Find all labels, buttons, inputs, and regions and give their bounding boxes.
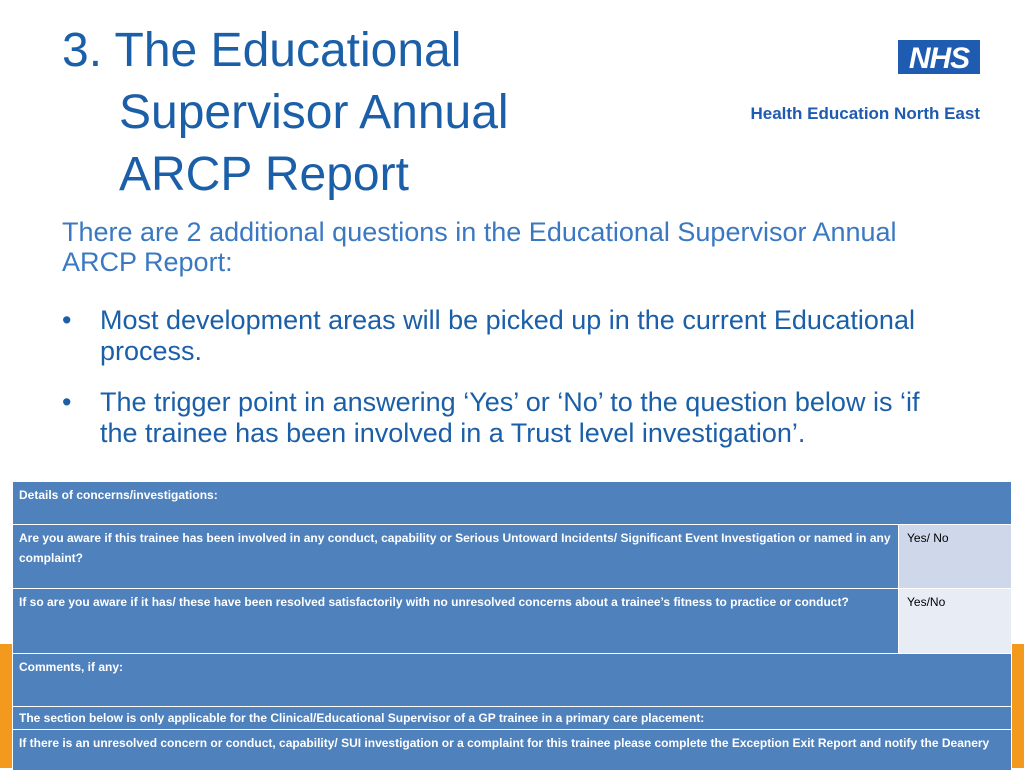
bullet-icon: • — [62, 305, 72, 335]
title-line-2: Supervisor Annual — [119, 86, 509, 139]
title-line-3: ARCP Report — [119, 148, 409, 201]
table-row — [13, 730, 1012, 771]
concerns-table — [12, 481, 1012, 771]
table-row — [13, 482, 1012, 525]
table-row — [13, 525, 1012, 589]
exception-cell: If there is an unresolved concern or conduct, capability/ SUI investigation or a complaint for this trainee please complete the Exception Exit Report and notify the Deanery — [13, 730, 1012, 771]
comments-cell: Comments, if any: — [13, 654, 1012, 707]
slide-title — [62, 20, 509, 206]
answer-cell: Yes/ No — [899, 525, 1012, 589]
bullet-text: The trigger point in answering ‘Yes’ or ‘No’ to the question below is ‘if the trainee has been involved in a Trust level investigation’. — [100, 387, 920, 448]
bullet-text: Most development areas will be picked up in the current Educational process. — [100, 305, 915, 366]
bullet-icon: • — [62, 387, 72, 417]
question-cell: Are you aware if this trainee has been involved in any conduct, capability or Serious Untoward Incidents/ Significant Event Investigation or named in any complaint? — [13, 525, 899, 589]
table-row — [13, 707, 1012, 730]
intro-text: There are 2 additional questions in the Educational Supervisor Annual ARCP Report: — [62, 217, 897, 277]
table-row — [13, 654, 1012, 707]
table-row — [13, 589, 1012, 654]
answer-cell: Yes/No — [899, 589, 1012, 654]
bullet-list — [62, 305, 942, 469]
bullet-item — [62, 387, 942, 449]
question-cell: If so are you aware if it has/ these have been resolved satisfactorily with no unresolved concerns about a trainee’s fitness to practice or conduct? — [13, 589, 899, 654]
nhs-logo-box: NHS — [898, 40, 980, 74]
title-line-1: 3. The Educational — [62, 24, 462, 77]
organisation-name: Health Education North East — [750, 104, 980, 123]
gp-note-cell: The section below is only applicable for the Clinical/Educational Supervisor of a GP trainee in a primary care placement: — [13, 707, 1012, 730]
bullet-item — [62, 305, 942, 367]
table-header-cell: Details of concerns/investigations: — [13, 482, 1012, 525]
